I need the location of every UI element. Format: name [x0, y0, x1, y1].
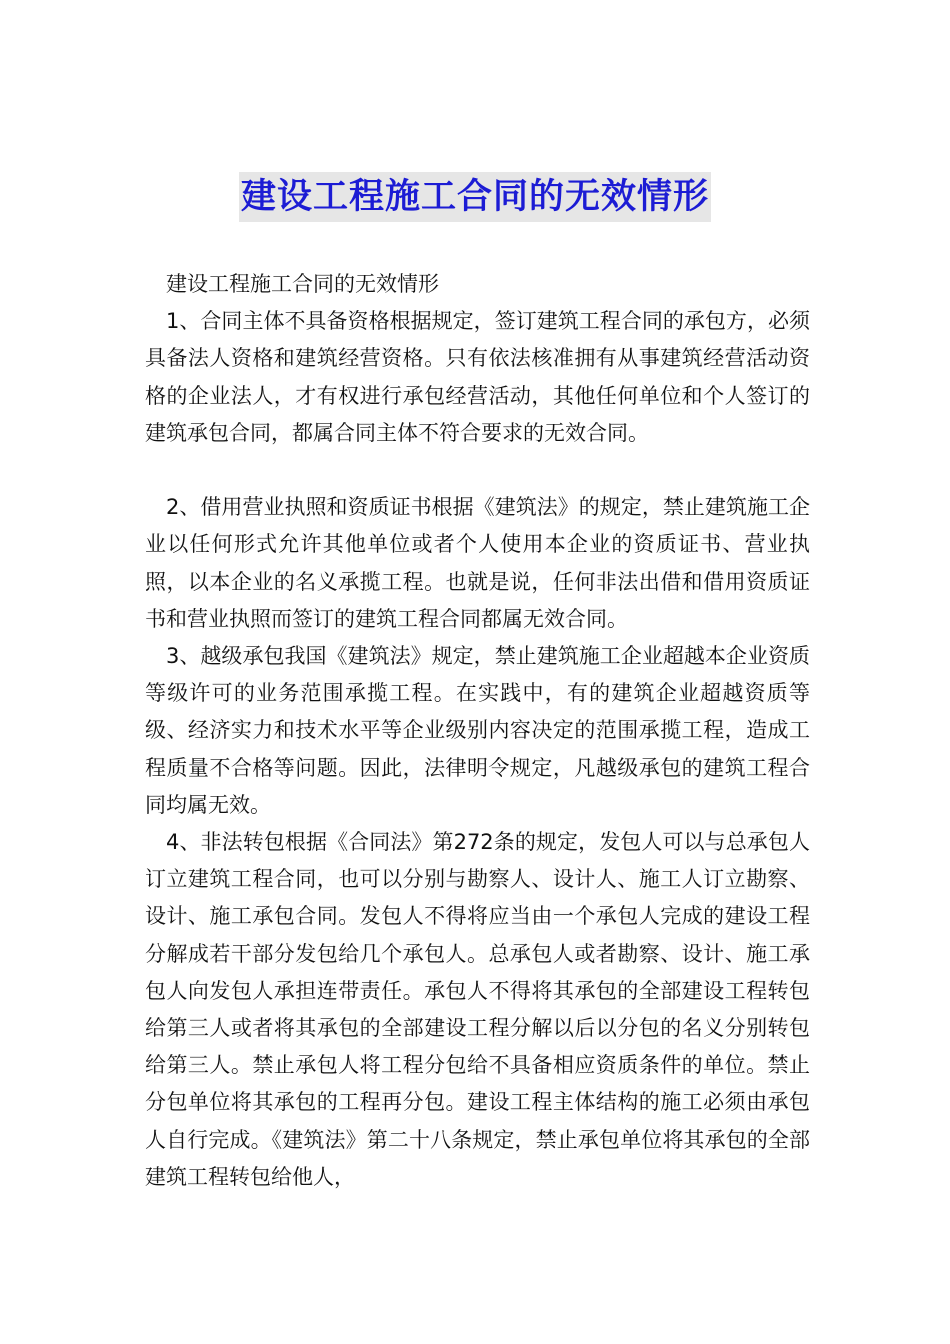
document-body [145, 266, 810, 1196]
paragraph-4: 4、非法转包根据《合同法》第272条的规定，发包人可以与总承包人订立建筑工程合同，也可以分别与勘察人、设计人、施工人订立勘察、设计、施工承包合同。发包人不得将应当由一个承包人完成的建设工程分解成若干部分发包给几个承包人。总承包人或者勘察、设计、施工承包人向发包人承担连带责任。承包人不得将其承包的全部建设工程转包给第三人或者将其承包的全部建设工程分解以后以分包的名义分别转包给第三人。禁止承包人将工程分包给不具备相应资质条件的单位。禁止分包单位将其承包的工程再分包。建设工程主体结构的施工必须由承包人自行完成。《建筑法》第二十八条规定，禁止承包单位将其承包的全部建筑工程转包给他人， [145, 830, 810, 1189]
blank-line [145, 452, 810, 489]
paragraph-1: 1、合同主体不具备资格根据规定，签订建筑工程合同的承包方，必须具备法人资格和建筑经营资格。只有依法核准拥有从事建筑经营活动资格的企业法人，才有权进行承包经营活动，其他任何单位和个人签订的建筑承包合同，都属合同主体不符合要求的无效合同。 [145, 309, 810, 445]
paragraph-3: 3、越级承包我国《建筑法》规定，禁止建筑施工企业超越本企业资质等级许可的业务范围承揽工程。在实践中，有的建筑企业超越资质等级、经济实力和技术水平等企业级别内容决定的范围承揽工程，造成工程质量不合格等问题。因此，法律明令规定，凡越级承包的建筑工程合同均属无效。 [145, 644, 810, 817]
document-subtitle: 建设工程施工合同的无效情形 [166, 272, 439, 296]
title-container [0, 172, 950, 222]
document-title: 建设工程施工合同的无效情形 [239, 172, 711, 222]
paragraph-2: 2、借用营业执照和资质证书根据《建筑法》的规定，禁止建筑施工企业以任何形式允许其他单位或者个人使用本企业的资质证书、营业执照，以本企业的名义承揽工程。也就是说，任何非法出借和借用资质证书和营业执照而签订的建筑工程合同都属无效合同。 [145, 495, 810, 631]
